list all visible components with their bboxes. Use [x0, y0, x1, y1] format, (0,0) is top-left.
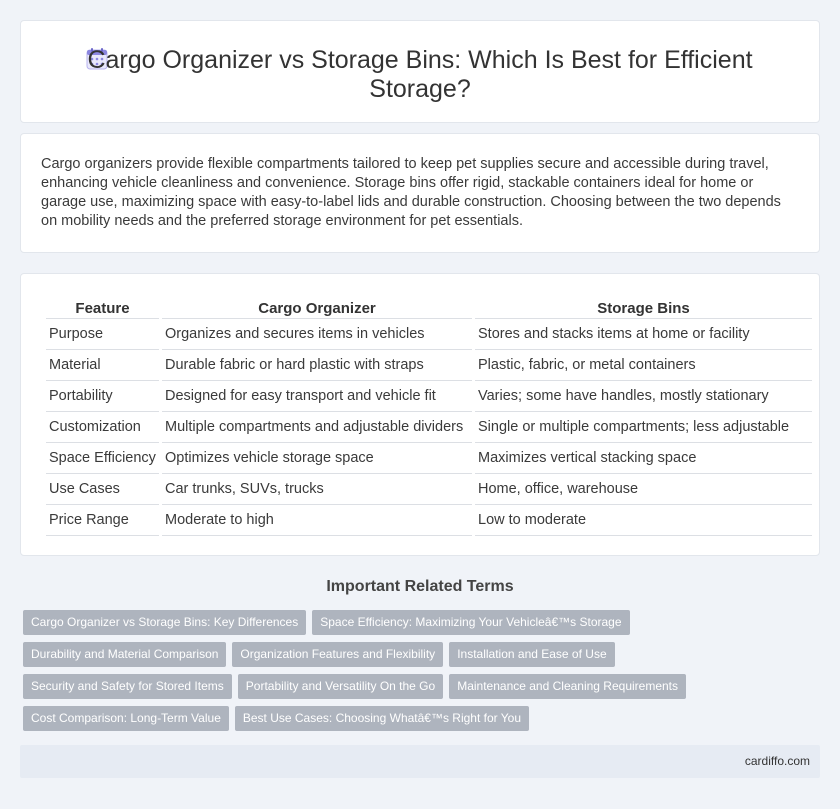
related-term-tag[interactable]: Organization Features and Flexibility: [232, 642, 443, 667]
intro-card: [20, 133, 820, 253]
table-cell: Optimizes vehicle storage space: [162, 443, 472, 474]
table-row: [46, 350, 812, 381]
table-cell: Durable fabric or hard plastic with straps: [162, 350, 472, 381]
related-terms-list: [23, 610, 823, 738]
table-cell: Customization: [46, 412, 159, 443]
table-cell: Home, office, warehouse: [475, 474, 812, 505]
comparison-table: [43, 295, 815, 536]
column-header-cargo-organizer: Cargo Organizer: [162, 295, 472, 319]
tag-row: [23, 706, 823, 731]
tag-row: [23, 674, 823, 699]
related-term-tag[interactable]: Security and Safety for Stored Items: [23, 674, 232, 699]
related-term-tag[interactable]: Cost Comparison: Long-Term Value: [23, 706, 229, 731]
table-row: [46, 443, 812, 474]
table-cell: Space Efficiency: [46, 443, 159, 474]
table-cell: Varies; some have handles, mostly stationary: [475, 381, 812, 412]
table-cell: Moderate to high: [162, 505, 472, 536]
tag-row: [23, 642, 823, 667]
table-cell: Plastic, fabric, or metal containers: [475, 350, 812, 381]
related-terms-heading: Important Related Terms: [326, 578, 514, 595]
table-cell: Material: [46, 350, 159, 381]
table-row: [46, 474, 812, 505]
column-header-storage-bins: Storage Bins: [475, 295, 812, 319]
comparison-table-card: [20, 273, 820, 556]
tag-row: [23, 610, 823, 635]
table-cell: Designed for easy transport and vehicle fit: [162, 381, 472, 412]
table-cell: Single or multiple compartments; less adjustable: [475, 412, 812, 443]
column-header-feature: Feature: [46, 295, 159, 319]
table-cell: Multiple compartments and adjustable dividers: [162, 412, 472, 443]
table-cell: Use Cases: [46, 474, 159, 505]
table-header-row: [46, 295, 812, 319]
table-cell: Maximizes vertical stacking space: [475, 443, 812, 474]
table-cell: Organizes and secures items in vehicles: [162, 319, 472, 350]
table-row: [46, 505, 812, 536]
table-row: [46, 412, 812, 443]
related-term-tag[interactable]: Maintenance and Cleaning Requirements: [449, 674, 686, 699]
table-cell: Portability: [46, 381, 159, 412]
table-cell: Low to moderate: [475, 505, 812, 536]
intro-paragraph: Cargo organizers provide flexible compartments tailored to keep pet supplies secure and accessible during travel, enhancing vehicle cleanliness and convenience. Storage bins offer rigid, stackable containers ideal for home or garage use, maximizing space with easy-to-label lids and durable construction. Choosing between the two depends on mobility needs and the preferred storage environment for pet essentials.: [41, 156, 781, 229]
related-term-tag[interactable]: Cargo Organizer vs Storage Bins: Key Differences: [23, 610, 306, 635]
related-term-tag[interactable]: Space Efficiency: Maximizing Your Vehicleâ€™s Storage: [312, 610, 629, 635]
footer: [20, 745, 820, 778]
table-row: [46, 319, 812, 350]
related-term-tag[interactable]: Durability and Material Comparison: [23, 642, 226, 667]
footer-site-link[interactable]: cardiffo.com: [744, 754, 810, 768]
table-cell: Stores and stacks items at home or facility: [475, 319, 812, 350]
header-card: [20, 20, 820, 123]
table-cell: Price Range: [46, 505, 159, 536]
table-cell: Car trunks, SUVs, trucks: [162, 474, 472, 505]
table-cell: Purpose: [46, 319, 159, 350]
related-term-tag[interactable]: Portability and Versatility On the Go: [238, 674, 443, 699]
table-row: [46, 381, 812, 412]
related-term-tag[interactable]: Best Use Cases: Choosing Whatâ€™s Right for You: [235, 706, 529, 731]
related-term-tag[interactable]: Installation and Ease of Use: [449, 642, 614, 667]
page-title: Cargo Organizer vs Storage Bins: Which Is Best for Efficient Storage?: [87, 46, 753, 103]
